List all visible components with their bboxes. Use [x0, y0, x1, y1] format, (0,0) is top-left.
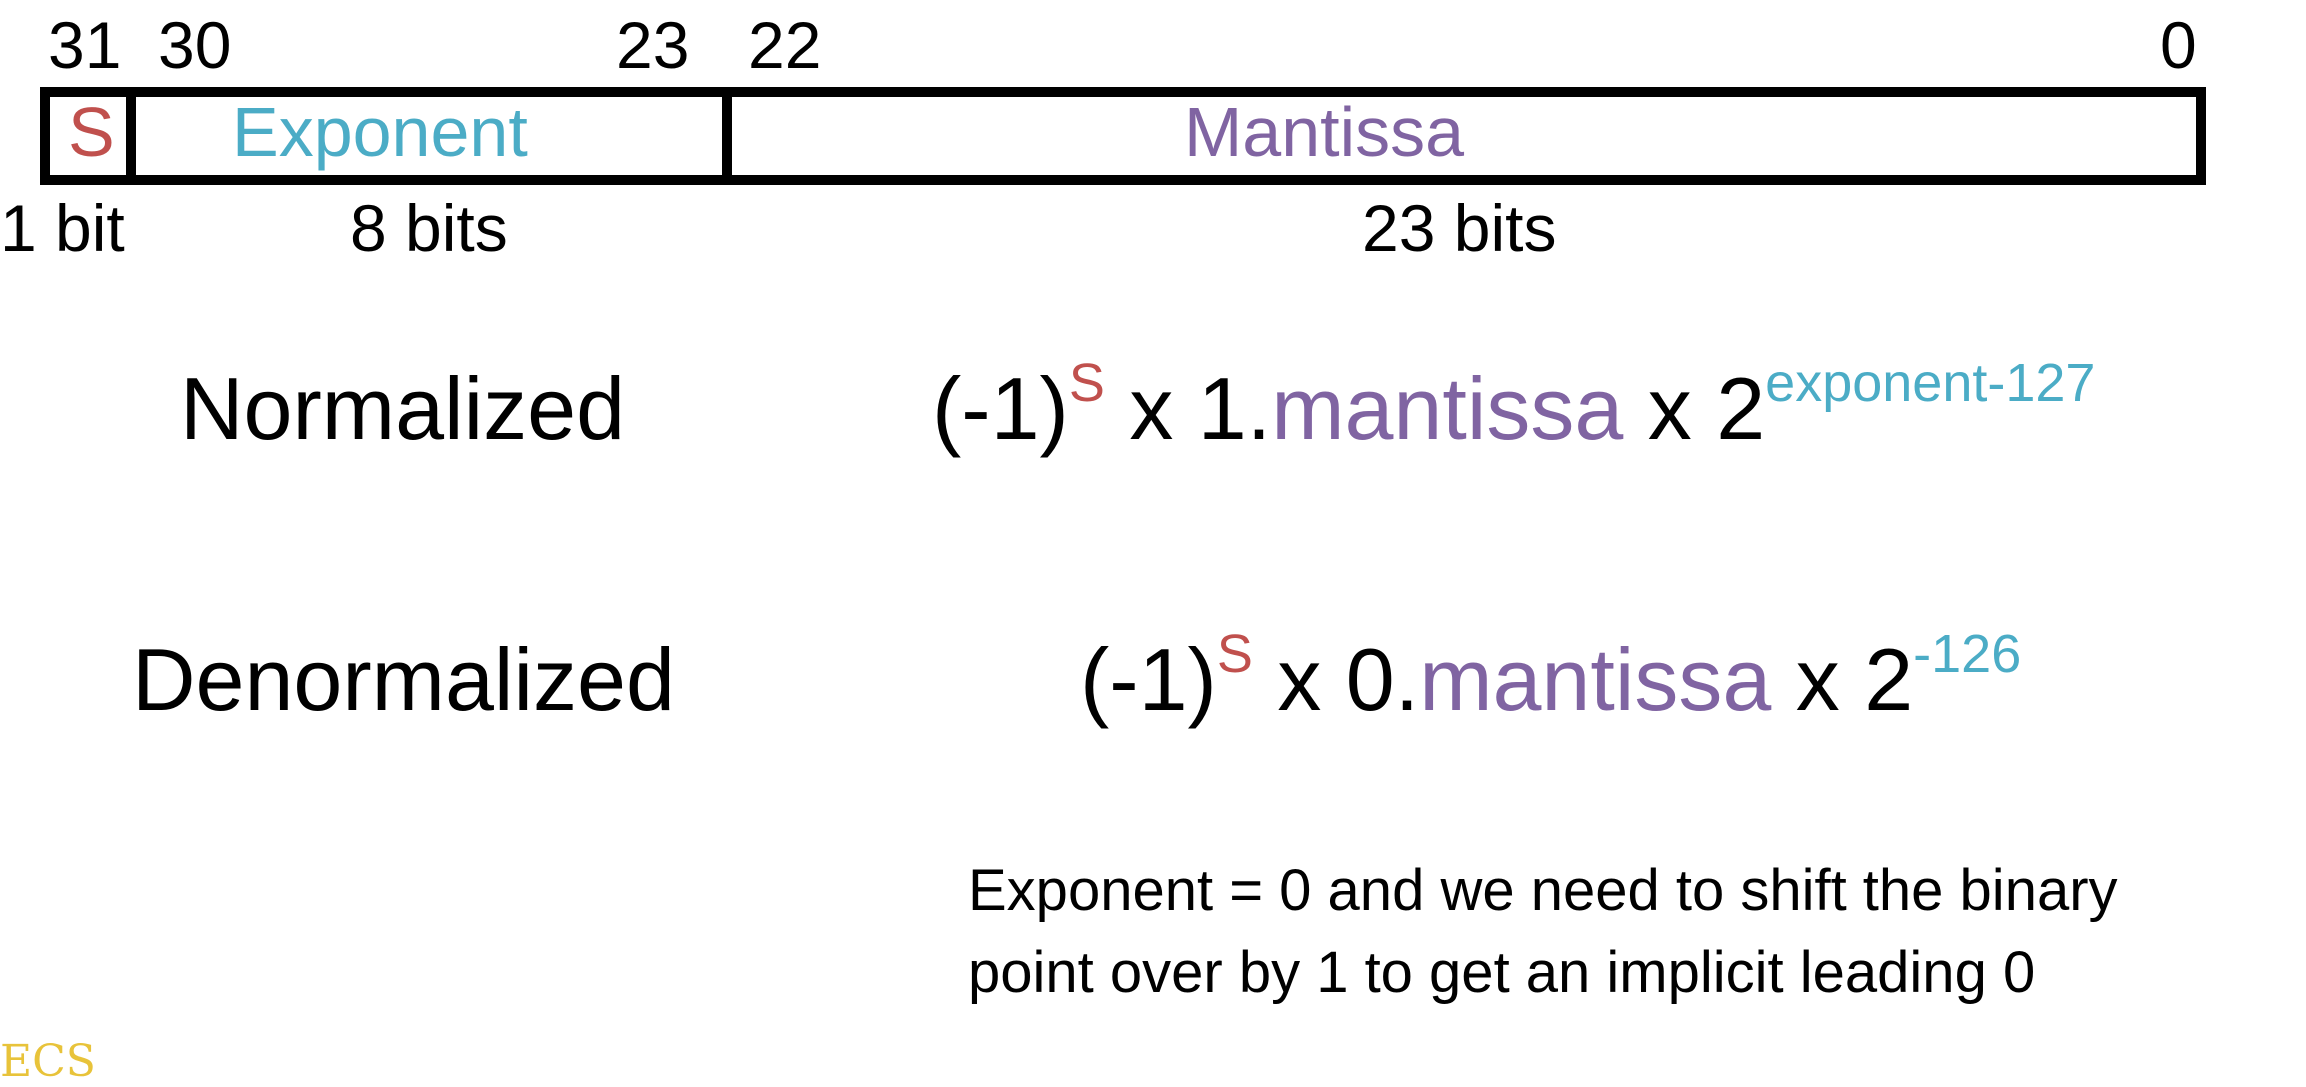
normalized-times: x 2 — [1623, 359, 1766, 458]
bit-index-22: 22 — [748, 8, 822, 82]
sign-width-label: 1 bit — [0, 191, 125, 265]
exponent-field-label: Exponent — [232, 93, 528, 171]
mantissa-field-label: Mantissa — [1184, 93, 1465, 171]
bit-index-31: 31 — [48, 8, 122, 82]
denormalized-title: Denormalized — [132, 630, 675, 729]
note-line-2: point over by 1 to get an implicit leading 0 — [968, 940, 2036, 1005]
mantissa-width-label: 23 bits — [1362, 191, 1557, 265]
bit-index-30: 30 — [158, 8, 232, 82]
normalized-mid: x 1. — [1104, 359, 1272, 458]
normalized-formula — [932, 353, 2096, 458]
denormalized-note — [968, 850, 2298, 1014]
exponent-width-label: 8 bits — [350, 191, 508, 265]
bit-index-23: 23 — [616, 8, 690, 82]
denormalized-mid: x 0. — [1252, 630, 1420, 729]
normalized-mantissa: mantissa — [1271, 359, 1624, 458]
normalized-power: exponent-127 — [1765, 353, 2096, 413]
sign-field-label: S — [68, 93, 115, 171]
normalized-sign-superscript: S — [1068, 353, 1105, 413]
exponent-mantissa-divider — [722, 87, 732, 185]
denormalized-prefix: (-1) — [1080, 630, 1217, 729]
denormalized-sign-superscript: S — [1216, 624, 1253, 684]
denormalized-power: -126 — [1913, 624, 2022, 684]
denormalized-mantissa: mantissa — [1419, 630, 1772, 729]
ecs-logo: ECS — [0, 1036, 96, 1087]
normalized-prefix: (-1) — [932, 359, 1069, 458]
note-line-1: Exponent = 0 and we need to shift the binary — [968, 858, 2118, 923]
normalized-title: Normalized — [180, 359, 626, 458]
denormalized-formula — [1080, 624, 2022, 729]
sign-exponent-divider — [126, 87, 136, 185]
bit-index-0: 0 — [2160, 8, 2197, 82]
denormalized-times: x 2 — [1771, 630, 1914, 729]
